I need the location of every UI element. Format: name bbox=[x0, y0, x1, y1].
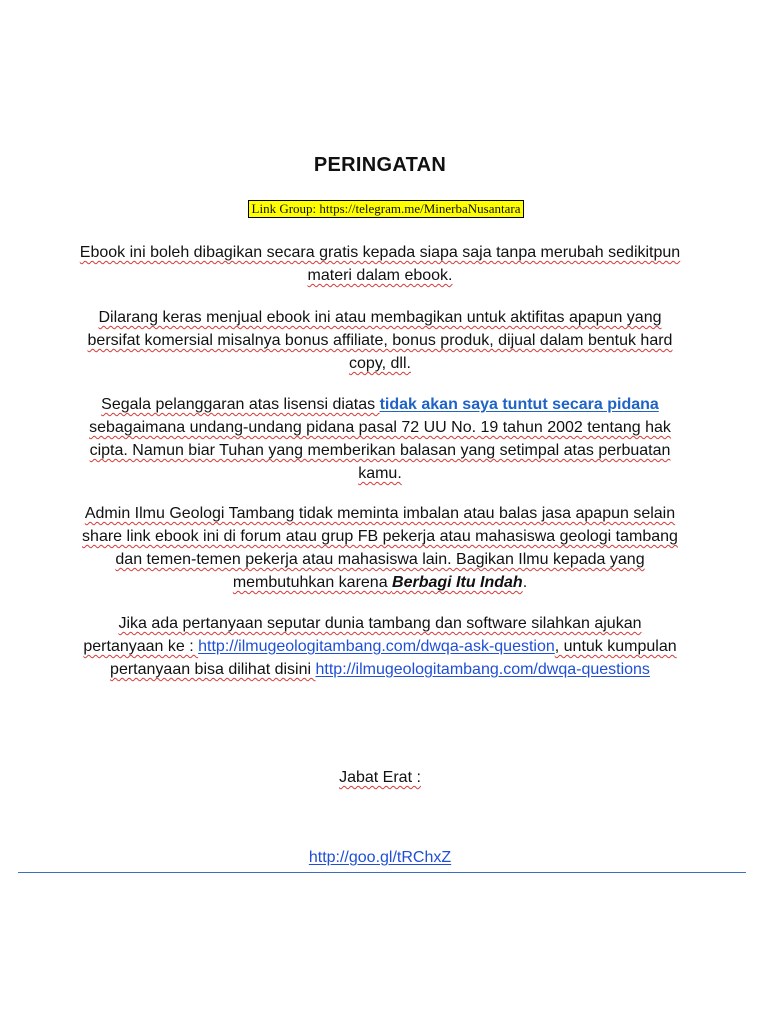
short-link[interactable]: http://goo.gl/tRChxZ bbox=[308, 849, 452, 866]
paragraph3-highlight-link[interactable]: tidak akan saya tuntut secara pidana bbox=[379, 396, 659, 413]
paragraph5-line2-end: , untuk kumpulan bbox=[554, 638, 677, 655]
page-title: PERINGATAN bbox=[313, 154, 447, 176]
paragraph1-line2: materi dalam ebook. bbox=[307, 267, 453, 284]
paragraph3-line3: cipta. Namun biar Tuhan yang memberikan balasan yang setimpal atas perbuatan bbox=[89, 442, 671, 459]
paragraph5-line3-lead: pertanyaan bisa dilihat disini bbox=[110, 661, 316, 678]
paragraph2-line2: bersifat komersial misalnya bonus affiliate, bonus produk, dijual dalam bentuk hard bbox=[87, 332, 673, 349]
paragraph-questions bbox=[22, 612, 738, 681]
ask-question-link[interactable]: http://ilmugeologitambang.com/dwqa-ask-question bbox=[198, 638, 555, 655]
telegram-group-link[interactable]: Link Group: https://telegram.me/MinerbaNusantara bbox=[248, 200, 525, 218]
paragraph3-line2: sebagaimana undang-undang pidana pasal 72 UU No. 19 tahun 2002 tentang hak bbox=[89, 419, 671, 436]
paragraph-free-sharing bbox=[22, 241, 738, 287]
signoff-text bbox=[0, 769, 760, 787]
paragraph4-line4-end: . bbox=[522, 574, 528, 591]
questions-list-link[interactable]: http://ilmugeologitambang.com/dwqa-questions bbox=[315, 661, 650, 678]
paragraph4-line3: dan temen-temen pekerja atau mahasiswa lain. Bagikan Ilmu kepada yang bbox=[115, 551, 645, 568]
paragraph4-line1: Admin Ilmu Geologi Tambang tidak meminta imbalan atau balas jasa apapun selain bbox=[84, 505, 676, 522]
paragraph-license-violation bbox=[22, 393, 738, 485]
signoff-label: Jabat Erat : bbox=[339, 769, 421, 786]
short-link-container bbox=[0, 849, 760, 867]
paragraph-no-selling bbox=[22, 306, 738, 375]
paragraph-admin-note bbox=[22, 502, 738, 594]
paragraph2-line3: copy, dll. bbox=[349, 355, 411, 372]
horizontal-divider bbox=[18, 872, 746, 873]
paragraph4-line2: share link ebook ini di forum atau grup FB pekerja atau mahasiswa geologi tambang bbox=[82, 528, 678, 545]
paragraph3-line4: kamu. bbox=[358, 465, 402, 482]
paragraph5-line1: Jika ada pertanyaan seputar dunia tambang dan software silahkan ajukan bbox=[118, 615, 642, 632]
paragraph2-line1: Dilarang keras menjual ebook ini atau membagikan untuk aktifitas apapun yang bbox=[98, 309, 662, 326]
paragraph1-line1: Ebook ini boleh dibagikan secara gratis kepada siapa saja tanpa merubah sedikitpun bbox=[79, 244, 681, 261]
paragraph4-line4-lead: membutuhkan karena bbox=[232, 574, 393, 591]
paragraph4-emphasis: Berbagi Itu Indah bbox=[392, 574, 523, 591]
group-link-container bbox=[0, 200, 768, 218]
paragraph5-line2-lead: pertanyaan ke : bbox=[83, 638, 199, 655]
paragraph3-lead: Segala pelanggaran atas lisensi diatas bbox=[101, 396, 380, 413]
